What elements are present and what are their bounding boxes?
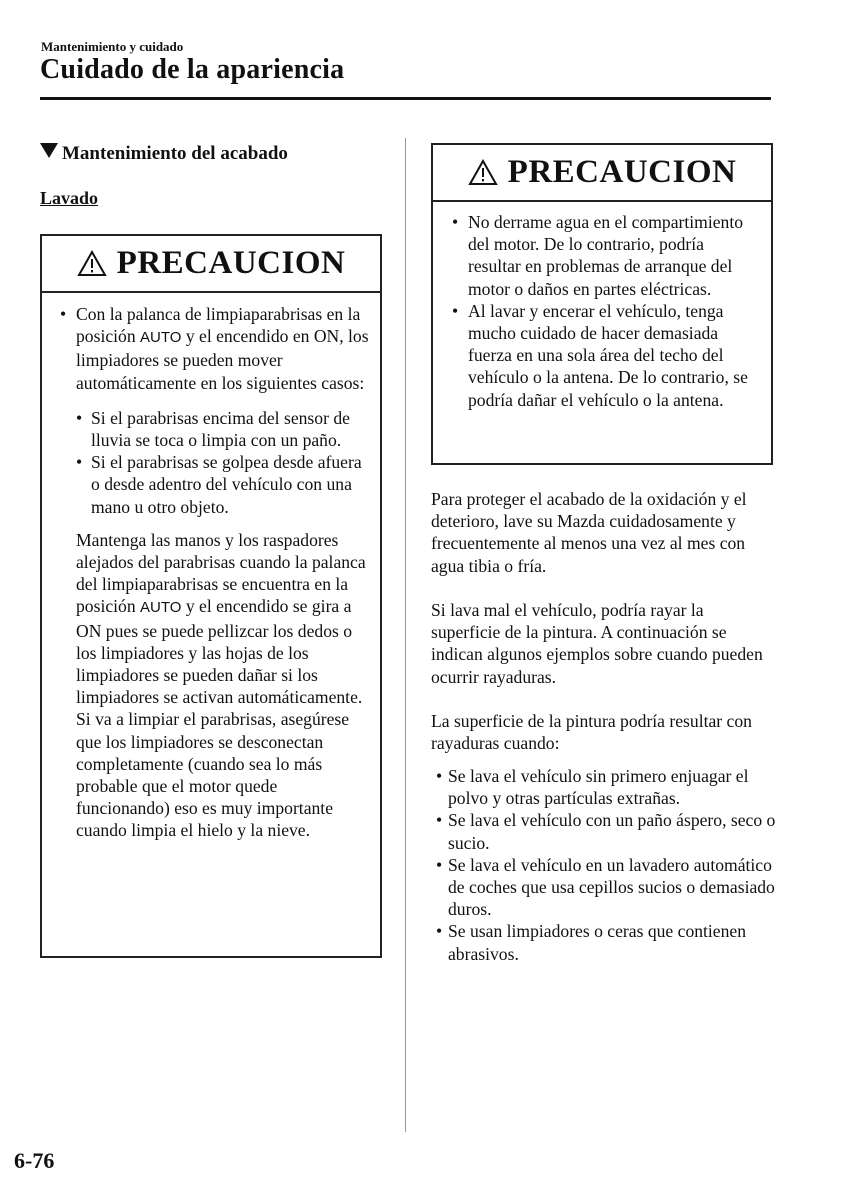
caution-item: • Al lavar y encerar el vehículo, tenga mucho cuidado de hacer demasiada fuerza en una sola área del techo del vehículo o la antena. De lo contrario, se podría dañar el vehículo o la antena. [448,300,761,411]
warning-triangle-icon [77,250,107,277]
auto-label: AUTO [140,329,182,347]
page-title: Cuidado de la apariencia [40,54,345,85]
caution-subitem: • Si el parabrisas se golpea desde afuera o desde adentro del vehículo con una mano u otro objeto. [74,451,370,518]
breadcrumb: Mantenimiento y cuidado [41,39,184,54]
list-item: • Se lava el vehículo con un paño áspero, seco o sucio. [431,809,776,853]
caution-title: PRECAUCION [116,245,346,281]
caution-subitem: • Si el parabrisas encima del sensor de lluvia se toca o limpia con un paño. [74,407,370,451]
paragraph-superficie: La superficie de la pintura podría resultar con rayaduras cuando: [431,711,752,754]
caution-box-left [40,234,382,958]
warning-triangle-icon [468,159,498,186]
auto-label: AUTO [140,599,182,617]
paragraph-rayar: Si lava mal el vehículo, podría rayar la superficie de la pintura. A continuación se indican algunos ejemplos sobre cuando pueden ocurrir rayaduras. [431,600,763,687]
subheading-lavado: Lavado [40,188,99,208]
caution-header [433,145,771,202]
caution-body [42,293,380,842]
list-item: • Se usan limpiadores o ceras que contienen abrasivos. [431,920,776,964]
caution-text: Con la palanca de limpiaparabrisas en la posición [76,304,361,347]
list-item: • Se lava el vehículo sin primero enjuagar el polvo y otras partículas extrañas. [431,765,776,809]
header-rule [40,97,771,100]
caution-text: y el encendido en ON, los limpiadores se pueden mover automáticamente en los siguientes casos: [76,326,369,393]
caution-header [42,236,380,293]
caution-body [433,202,771,411]
column-divider [405,138,406,1132]
caution-paragraph [56,529,370,709]
list-item: • Se lava el vehículo en un lavadero automático de coches que usa cepillos sucios o demasiado duros. [431,854,776,921]
page-number: 6-76 [14,1148,55,1173]
caution-item [56,303,370,394]
caution-paragraph: Si va a limpiar el parabrisas, asegúrese que los limpiadores se desconectan completamente (cuando sea lo más probable que el motor quede funcionando) eso es muy importante cuando limpia el hielo y la nieve. [76,709,350,841]
caution-item: • No derrame agua en el compartimiento del motor. De lo contrario, podría resultar en problemas de arranque del motor o daños en partes eléctricas. [448,211,761,300]
section-heading-text: Mantenimiento del acabado [62,143,288,164]
caution-text: Mantenga las manos y los raspadores alejados del parabrisas cuando la palanca del limpiaparabrisas se encuentra en la posición [76,529,366,617]
caution-text: y el encendido se gira a ON pues se puede pellizcar los dedos o los limpiadores y las hojas de los limpiadores se pueden dañar si los limpiadores se activan automáticamente. [76,596,363,708]
section-heading [40,143,288,165]
paragraph-proteger: Para proteger el acabado de la oxidación y el deterioro, lave su Mazda cuidadosamente y frecuentemente al menos una vez al mes con agua tibia o fría. [431,489,747,576]
down-triangle-marker-icon [40,143,58,158]
caution-box-right [431,143,773,465]
caution-title: PRECAUCION [507,154,737,190]
scratch-causes-list [431,765,776,965]
